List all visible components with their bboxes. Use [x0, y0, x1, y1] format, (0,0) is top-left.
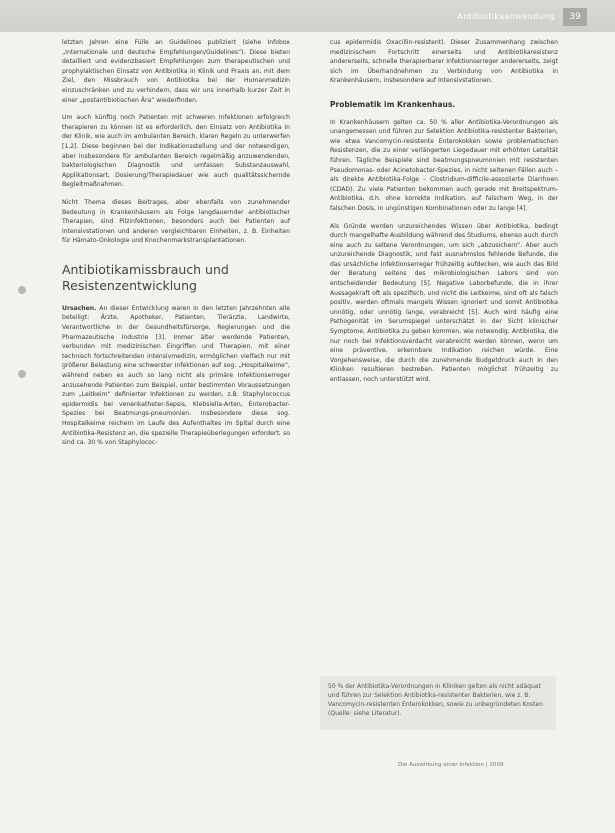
- right-column: [330, 38, 558, 393]
- paragraph: Nicht Thema dieses Beitrages, aber ebenfalls von zunehmender Bedeutung in Krankenhäusern als Folge langdauernder antibiotischer Therapien, sind Pilzinfektionen, besonders auch bei Patienten auf Intensivstationen und anderen vergleichbaren Einheiten, z. B. Einheiten für Hämato-Onkologie und Knochenmarkstransplantationen.: [62, 198, 290, 245]
- paragraph: cus epidermidis Oxacillin-resistent). Dieser Zusammenhang zwischen medizinischem Fortschritt einerseits und Antibiotikaresistenz andererseits, schnelle therapierbarer Infektionserreger andererseits, zeigt sich im Überhandnehmen zu Verbindung von Antibiotika in Krankenhäusern, insbesondere auf Intensivstationen.: [330, 39, 558, 85]
- paragraph: In Krankenhäusern gelten ca. 50 % aller Antibiotika-Verordnungen als unangemessen und führen zur Selektion Antibiotika-resistenter Bakterien, wie etwa Vancomycin-resistente Enterokokken sowie problematischen Resistenzen, die zu einer verlängerten Liegedauer mit erhöhten Letalität führen. Tägliche Beispiele sind beatmungspneumonien mit resistenten Pseudomonas- oder Acinetobacter-Spezies, in nicht seltenen Fällen auch – als direkte Antibiotika-Folge – Clostridium-difficile-assoziierte Diarrhoen (CDAD). Zu viele Patienten bekommen auch gerade mit Breitspektrum-Antibiotika, d.h. ohne korrekte Indikation, auf falschem Weg, in der falschen Dosis, in ungünstigen Kombinationen oder zu lange [4].: [330, 118, 558, 212]
- binder-hole: [18, 286, 26, 294]
- paragraph: Als Gründe werden unzureichendes Wissen über Antibiotika, bedingt durch mangelhafte Ausbildung während des Studiums, ebenso auch durch eine auch zu seltene Verordnungen, um sich „abzusichern“. Aber auch unzureichende Diagnostik, und fast ausnahmslos fehlende Befunde, die das ursächliche Infektionserreger frühzeitig aufdecken, wie auch das Bild der Beratung seitens des mikrobiologischen Labors sind von entscheidender Bedeutung [5]. Negative Laborbefunde, die in ihrer Aussagekraft oft als spezifisch, und nicht die Leitkeime, sind oft als falsch positiv, werden oftmals mangels Wissen ignoriert und somit Antibiotika unnötig, oder unnötig lange, verabreicht [5]. Auch wird häufig eine Pathogenität im Serumspiegel unterschätzt in der Sicht klinischer Symptome, Antibiotika zu geben kommen, wie notwendig. Antibiotika, die nur noch bei Infektionsverdacht verabreicht werden können, wenn um eine präventive, erkennbare Indikation reichen würde. Eine Vorgehensweise, die durch die zunehmende Budgetdruck auch in den Kliniken resultieren bestreben. Patienten möglichst frühzeitig zu entlassen, noch unterstützt wird.: [330, 222, 558, 383]
- running-title: Antibiotikaanwendung: [457, 12, 555, 21]
- info-box-text: 50 % der Antibiotika-Verordnungen in Kliniken gelten als nicht adäquat und führen zur Selektion Antibiotika-resistenter Bakterien, wie z. B. Vancomycin-resistenten Enterokokken, sowie zu unbegründeten Kosten (Quelle: siehe Literatur).: [328, 683, 543, 717]
- page-footer: Die Auswirkung einer Infektion | 2009: [398, 762, 504, 768]
- info-box: [320, 676, 556, 730]
- page-header: [0, 0, 615, 32]
- paragraph: [62, 304, 290, 448]
- lead-text: An dieser Entwicklung waren in den letzten Jahrzehnten alle beteiligt: Ärzte, Apotheker, Patienten, Tierärzte, Landwirte, Verantwortliche in der Gesundheitsfürsorge, Regierungen und die Pharmazeutische Industrie [3]. Immer älter werdende Patienten, verbunden mit medizinischen Eingriffen und Therapien, mit einer technisch fortschreitenden intensivmedizin, ermöglichen vielfach nur mit größerer Belastung eine schwerster Infektionen auf sog. „Hospitalkeime“, während neben es auch so lang nicht als primäre Infektionserreger anzusehende Patienten zum Beispiel, unter bestimmten Voraussetzungen zum „Leitkeim“ definierter Infektionen zu werden, z.B. Staphylococcus epidermidis bei venenkatheter-Sepsis, Klebsiella-Arten, Enterobacter-Spezies bei Beatmungs-pneumonien. Insbesondere diese sog. Hospitalkeime reichern im Laufe des Aufenthaltes im Spital durch eine Antibiotika-Resistenz an, die spezielle Therapieüberlegungen erfordert; so sind ca. 30 % von Staphylococ-: [62, 304, 290, 447]
- paragraph: letzten Jahren eine Fülle an Guidelines publiziert (siehe Infobox „Internationale und deutsche Empfehlungen/Guidelines“). Diese bieten detailliert und evidenzbasiert Empfehlungen zum therapeutischen und prophylaktischen Einsatz von Antibiotika in Klinik und Praxis an, mit dem Ziel, den Missbrauch von Antibiotika bei der Humanmedizin einzuschränken und zu verhindern, dass wir uns innerhalb kurzer Zeit in einer „postantibiotischen Ära“ wiederfinden.: [62, 39, 290, 104]
- lead-label: Ursachen.: [62, 304, 97, 312]
- sub-heading: Problematik im Krankenhaus.: [330, 99, 456, 109]
- left-column: [62, 38, 290, 456]
- page-number: 39: [563, 8, 587, 26]
- section-heading: Antibiotikamissbrauch und Resistenzentwicklung: [62, 261, 229, 293]
- binder-hole: [18, 370, 26, 378]
- paragraph: Um auch künftig noch Patienten mit schweren Infektionen erfolgreich therapieren zu können ist es erforderlich, den Einsatz von Antibiotika in der Klinik, wie auch im ambulanten Bereich, klaren Regeln zu unterwerfen [1,2]. Diese beginnen bei der Indikationsstellung und der notwendigen, aber insbesondere für ambulanten Bereich regelmäßig anzuwendenden, bakteriologischen Diagnostik und umfassen Substanzauswahl, Applikationsart, Dosierung/Therapiedauer wie auch qualitätssichernde Begleitmaßnahmen.: [62, 114, 290, 189]
